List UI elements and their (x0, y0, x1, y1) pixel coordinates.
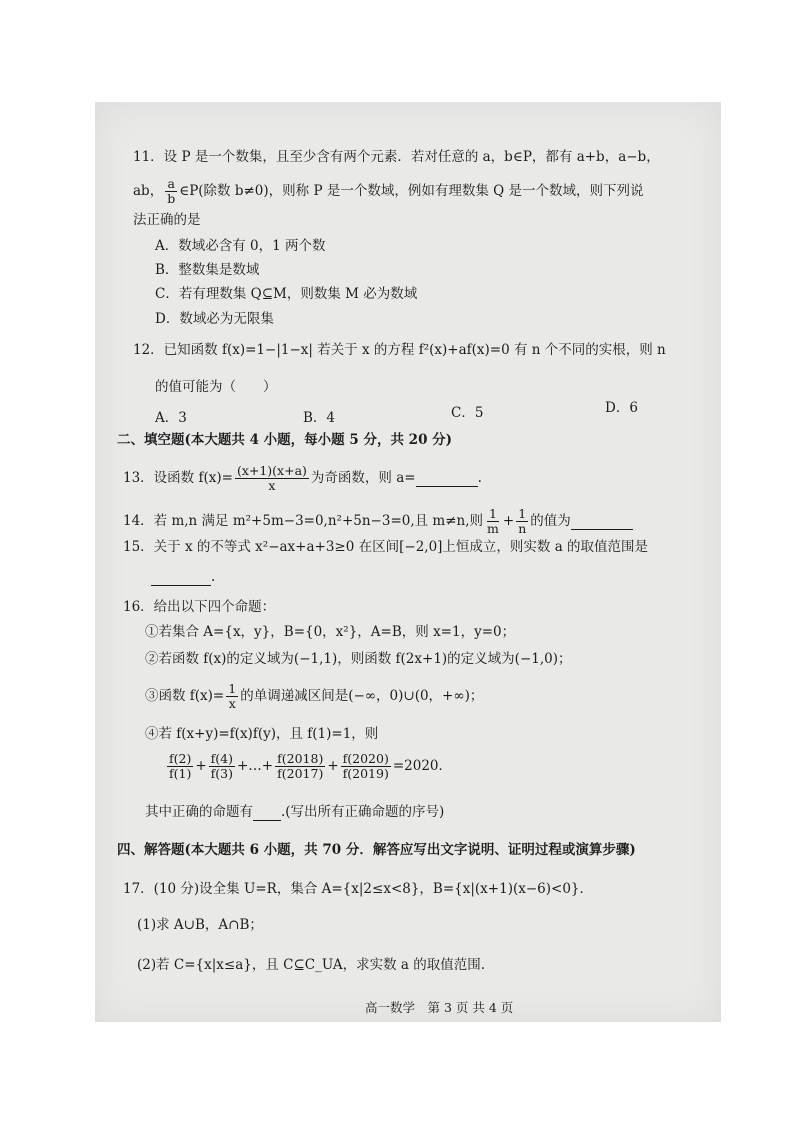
q16-p3-end: 的单调递减区间是(−∞，0)∪(0，+∞)； (240, 687, 484, 704)
q13-fraction (235, 464, 309, 493)
q17-line1: 17．(10 分)设全集 U=R，集合 A={x|2≤x<8}，B={x|(x+1)(x−6)<0}． (123, 881, 594, 897)
q11-line2-start: ab， (133, 182, 164, 199)
q14-end: 的值为 (530, 512, 571, 529)
q16-s3-den: f(2017) (277, 765, 324, 781)
q14-plus: + (502, 512, 515, 529)
q14-frac1-den: m (487, 520, 499, 536)
q14-answer-blank (571, 513, 633, 530)
q15-line2 (151, 569, 215, 586)
q16-heading: 16．给出以下四个命题： (123, 599, 276, 615)
q15-answer-blank (151, 569, 211, 586)
q16-s3-num: f(2018) (277, 751, 324, 766)
q17-part2: (2)若 C={x|x≤a}，且 C⊆C_UA，求实数 a 的取值范围. (137, 957, 486, 973)
q14-start: 14．若 m,n 满足 m²+5m−3=0,n²+5n−3=0,且 m≠n,则 (123, 512, 484, 529)
q14-frac2-num: 1 (518, 506, 527, 521)
q16-s1-num: f(2) (169, 751, 192, 766)
section-4-heading: 四、解答题(本大题共 6 小题，共 70 分．解答应写出文字说明、证明过程或演算步骤) (117, 842, 636, 858)
q11-line3: 法正确的是 (133, 212, 201, 228)
q12-line2: 的值可能为（ ） (155, 379, 277, 395)
q16-tail-start: 其中正确的命题有 (145, 804, 253, 820)
q16-proposition-1: ①若集合 A={x，y}，B={0，x²}，A=B，则 x=1，y=0； (145, 624, 516, 640)
q11-option-b: B．整数集是数域 (155, 262, 260, 278)
q14-fraction-2 (516, 507, 528, 536)
q11-option-d: D．数域必为无限集 (155, 311, 274, 327)
page-footer: 高一数学 第 3 页 共 4 页 (365, 1000, 514, 1015)
q11-frac-den: b (167, 190, 176, 206)
q14-frac1-num: 1 (488, 506, 497, 521)
q15-end: . (211, 569, 216, 585)
q16-answer-blank (253, 804, 281, 821)
q16-tail (145, 804, 444, 821)
q13-start: 13．设函数 f(x)= (123, 469, 233, 486)
q16-proposition-2: ②若函数 f(x)的定义域为(−1,1)，则函数 f(2x+1)的定义域为(−1,0)； (145, 651, 572, 667)
q13-frac-num: (x+1)(x+a) (236, 463, 307, 478)
q16-tail-end: .(写出所有正确命题的序号) (281, 804, 445, 820)
q16-sum-frac-4 (341, 752, 391, 781)
q15-line1: 15．关于 x 的不等式 x²−ax+a+3≥0 在区间[−2,0]上恒成立，则实数 a 的取值范围是 (123, 539, 649, 555)
q14-line (123, 507, 633, 536)
q12-option-a: A．3 (155, 410, 187, 426)
q13-answer-blank (416, 470, 478, 487)
q14-fraction-1 (485, 507, 501, 536)
q16-proposition-4: ④若 f(x+y)=f(x)f(y)，且 f(1)=1，则 (145, 726, 379, 742)
q16-sum-ellipsis: +…+ (237, 757, 274, 774)
q16-s1-den: f(1) (169, 765, 192, 781)
q11-option-c: C．若有理数集 Q⊆M，则数集 M 必为数域 (155, 286, 418, 302)
q16-sum-result: =2020． (392, 757, 453, 774)
q11-fraction (165, 177, 177, 206)
section-2-heading: 二、填空题(本大题共 4 小题，每小题 5 分，共 20 分) (117, 432, 453, 448)
q12-line1: 12．已知函数 f(x)=1−|1−x| 若关于 x 的方程 f²(x)+af(x)=0 有 n 个不同的实根，则 n (133, 342, 666, 358)
q16-s2-den: f(3) (210, 765, 233, 781)
q16-p3-frac-num: 1 (228, 681, 237, 696)
exam-page (95, 102, 721, 1022)
q16-p3-start: ③函数 f(x)= (145, 687, 225, 704)
q11-line2 (133, 177, 643, 206)
q16-sum-formula: $\frac{f(2)}{f(1)}$ + $\frac{f(4)}{f(3)}$ +…+ $\frac{f(2018)}{f(2017)}$ + $\frac{f(2020)}{f(2019)}$ =2020． (169, 751, 453, 781)
q14-frac2-den: n (518, 520, 527, 536)
q12-option-c: C．5 (451, 405, 484, 421)
q11-line1: 11．设 P 是一个数集，且至少含有两个元素．若对任意的 a，b∈P，都有 a+b，a−b， (133, 149, 660, 165)
q16-s2-num: f(4) (210, 751, 233, 766)
q11-frac-num: a (167, 176, 175, 191)
q16-sum-frac-3 (275, 752, 325, 781)
q11-line2-end: ∈P(除数 b≠0)，则称 P 是一个数域，例如有理数集 Q 是一个数域，则下列说 (179, 182, 644, 199)
q13-end: . (477, 469, 482, 486)
q12-option-d: D．6 (605, 400, 638, 416)
q17-part1: (1)求 A∪B，A∩B； (137, 917, 263, 933)
q12-option-b: B．4 (303, 410, 336, 426)
q13-line (123, 464, 482, 493)
q16-p3-frac-den: x (228, 695, 236, 711)
q16-sum-frac-1 (167, 752, 193, 781)
q16-proposition-3 (145, 682, 483, 711)
q13-frac-den: x (268, 477, 276, 493)
q11-option-a: A．数域必含有 0，1 两个数 (155, 238, 326, 254)
q16-sum-frac-2 (209, 752, 235, 781)
q16-s4-num: f(2020) (342, 751, 389, 766)
q16-s4-den: f(2019) (342, 765, 389, 781)
q16-p3-fraction (226, 682, 238, 711)
q13-middle: 为奇函数，则 a= (310, 469, 416, 486)
